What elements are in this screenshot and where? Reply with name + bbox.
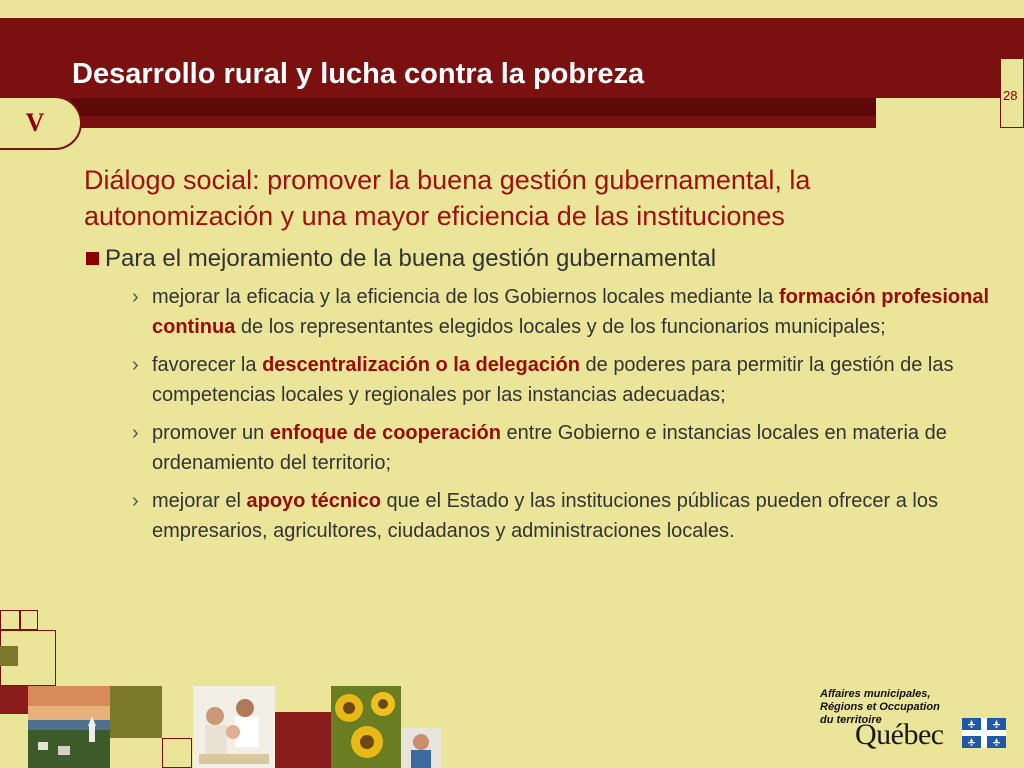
list-item	[132, 350, 1002, 410]
subpoint-list	[132, 282, 1002, 554]
decor-square-filled	[0, 686, 28, 714]
chevron-right-icon: ›	[132, 354, 139, 376]
header-band-lower-dark	[40, 98, 876, 116]
ministry-line-3: du territoire	[820, 714, 882, 726]
slide-subtitle: Diálogo social: promover la buena gestión gubernamental, la autonomización y una mayor eficiencia de las instituciones	[84, 165, 811, 231]
decor-square	[20, 610, 38, 630]
decor-square	[162, 738, 192, 768]
subpoint-highlight: enfoque de cooperación	[269, 422, 501, 444]
subpoint-text-after: de los representantes elegidos locales y de los funcionarios municipales;	[235, 316, 886, 338]
decor-square-filled	[0, 646, 18, 666]
subpoint-text-after: entre Gobierno e instancias locales en materia de ordenamiento del territorio;	[152, 422, 947, 474]
section-marker: V	[25, 108, 45, 137]
list-item	[132, 282, 1002, 342]
chevron-right-icon: ›	[132, 490, 139, 512]
decor-square-filled	[275, 712, 331, 768]
subpoint-text-after: que el Estado y las instituciones públicas pueden ofrecer a los empresarios, agricultores, ciudadanos y administraciones locales.	[152, 490, 938, 542]
subpoint-highlight: formación profesional continua	[152, 286, 990, 338]
section-tab	[0, 96, 82, 150]
village-photo	[28, 686, 110, 768]
page-number: 28	[1003, 88, 1018, 103]
sunflower-photo	[331, 686, 401, 768]
child-photo	[401, 728, 441, 768]
list-item	[132, 486, 1002, 546]
square-bullet-icon	[86, 252, 99, 265]
quebec-wordmark: Québec	[855, 718, 944, 751]
decor-square-filled	[110, 686, 162, 738]
chevron-right-icon: ›	[132, 422, 139, 444]
list-item	[132, 418, 1002, 478]
ministry-line-2: Régions et Occupation	[820, 701, 940, 713]
ministry-line-1: Affaires municipales,	[820, 688, 931, 700]
main-bullet-text: Para el mejoramiento de la buena gestión gubernamental	[105, 245, 717, 272]
main-bullet	[84, 242, 984, 276]
header-band-top	[0, 18, 1024, 58]
subpoint-text-after: de poderes para permitir la gestión de las competencias locales y regionales por las instancias adecuadas;	[152, 354, 954, 406]
subpoint-text-before: promover un	[152, 422, 270, 444]
subpoint-text-before: favorecer la	[152, 354, 263, 376]
decor-square	[0, 610, 20, 630]
subpoint-highlight: apoyo técnico	[246, 490, 381, 512]
family-photo	[193, 686, 275, 768]
slide-title: Desarrollo rural y lucha contra la pobreza	[72, 58, 645, 90]
subpoint-highlight: descentralización o la delegación	[262, 354, 580, 376]
subpoint-text-before: mejorar la eficacia y la eficiencia de los Gobiernos locales mediante la	[152, 286, 779, 308]
quebec-flag-icon	[962, 718, 1006, 753]
subpoint-text-before: mejorar el	[152, 490, 247, 512]
chevron-right-icon: ›	[132, 286, 139, 308]
